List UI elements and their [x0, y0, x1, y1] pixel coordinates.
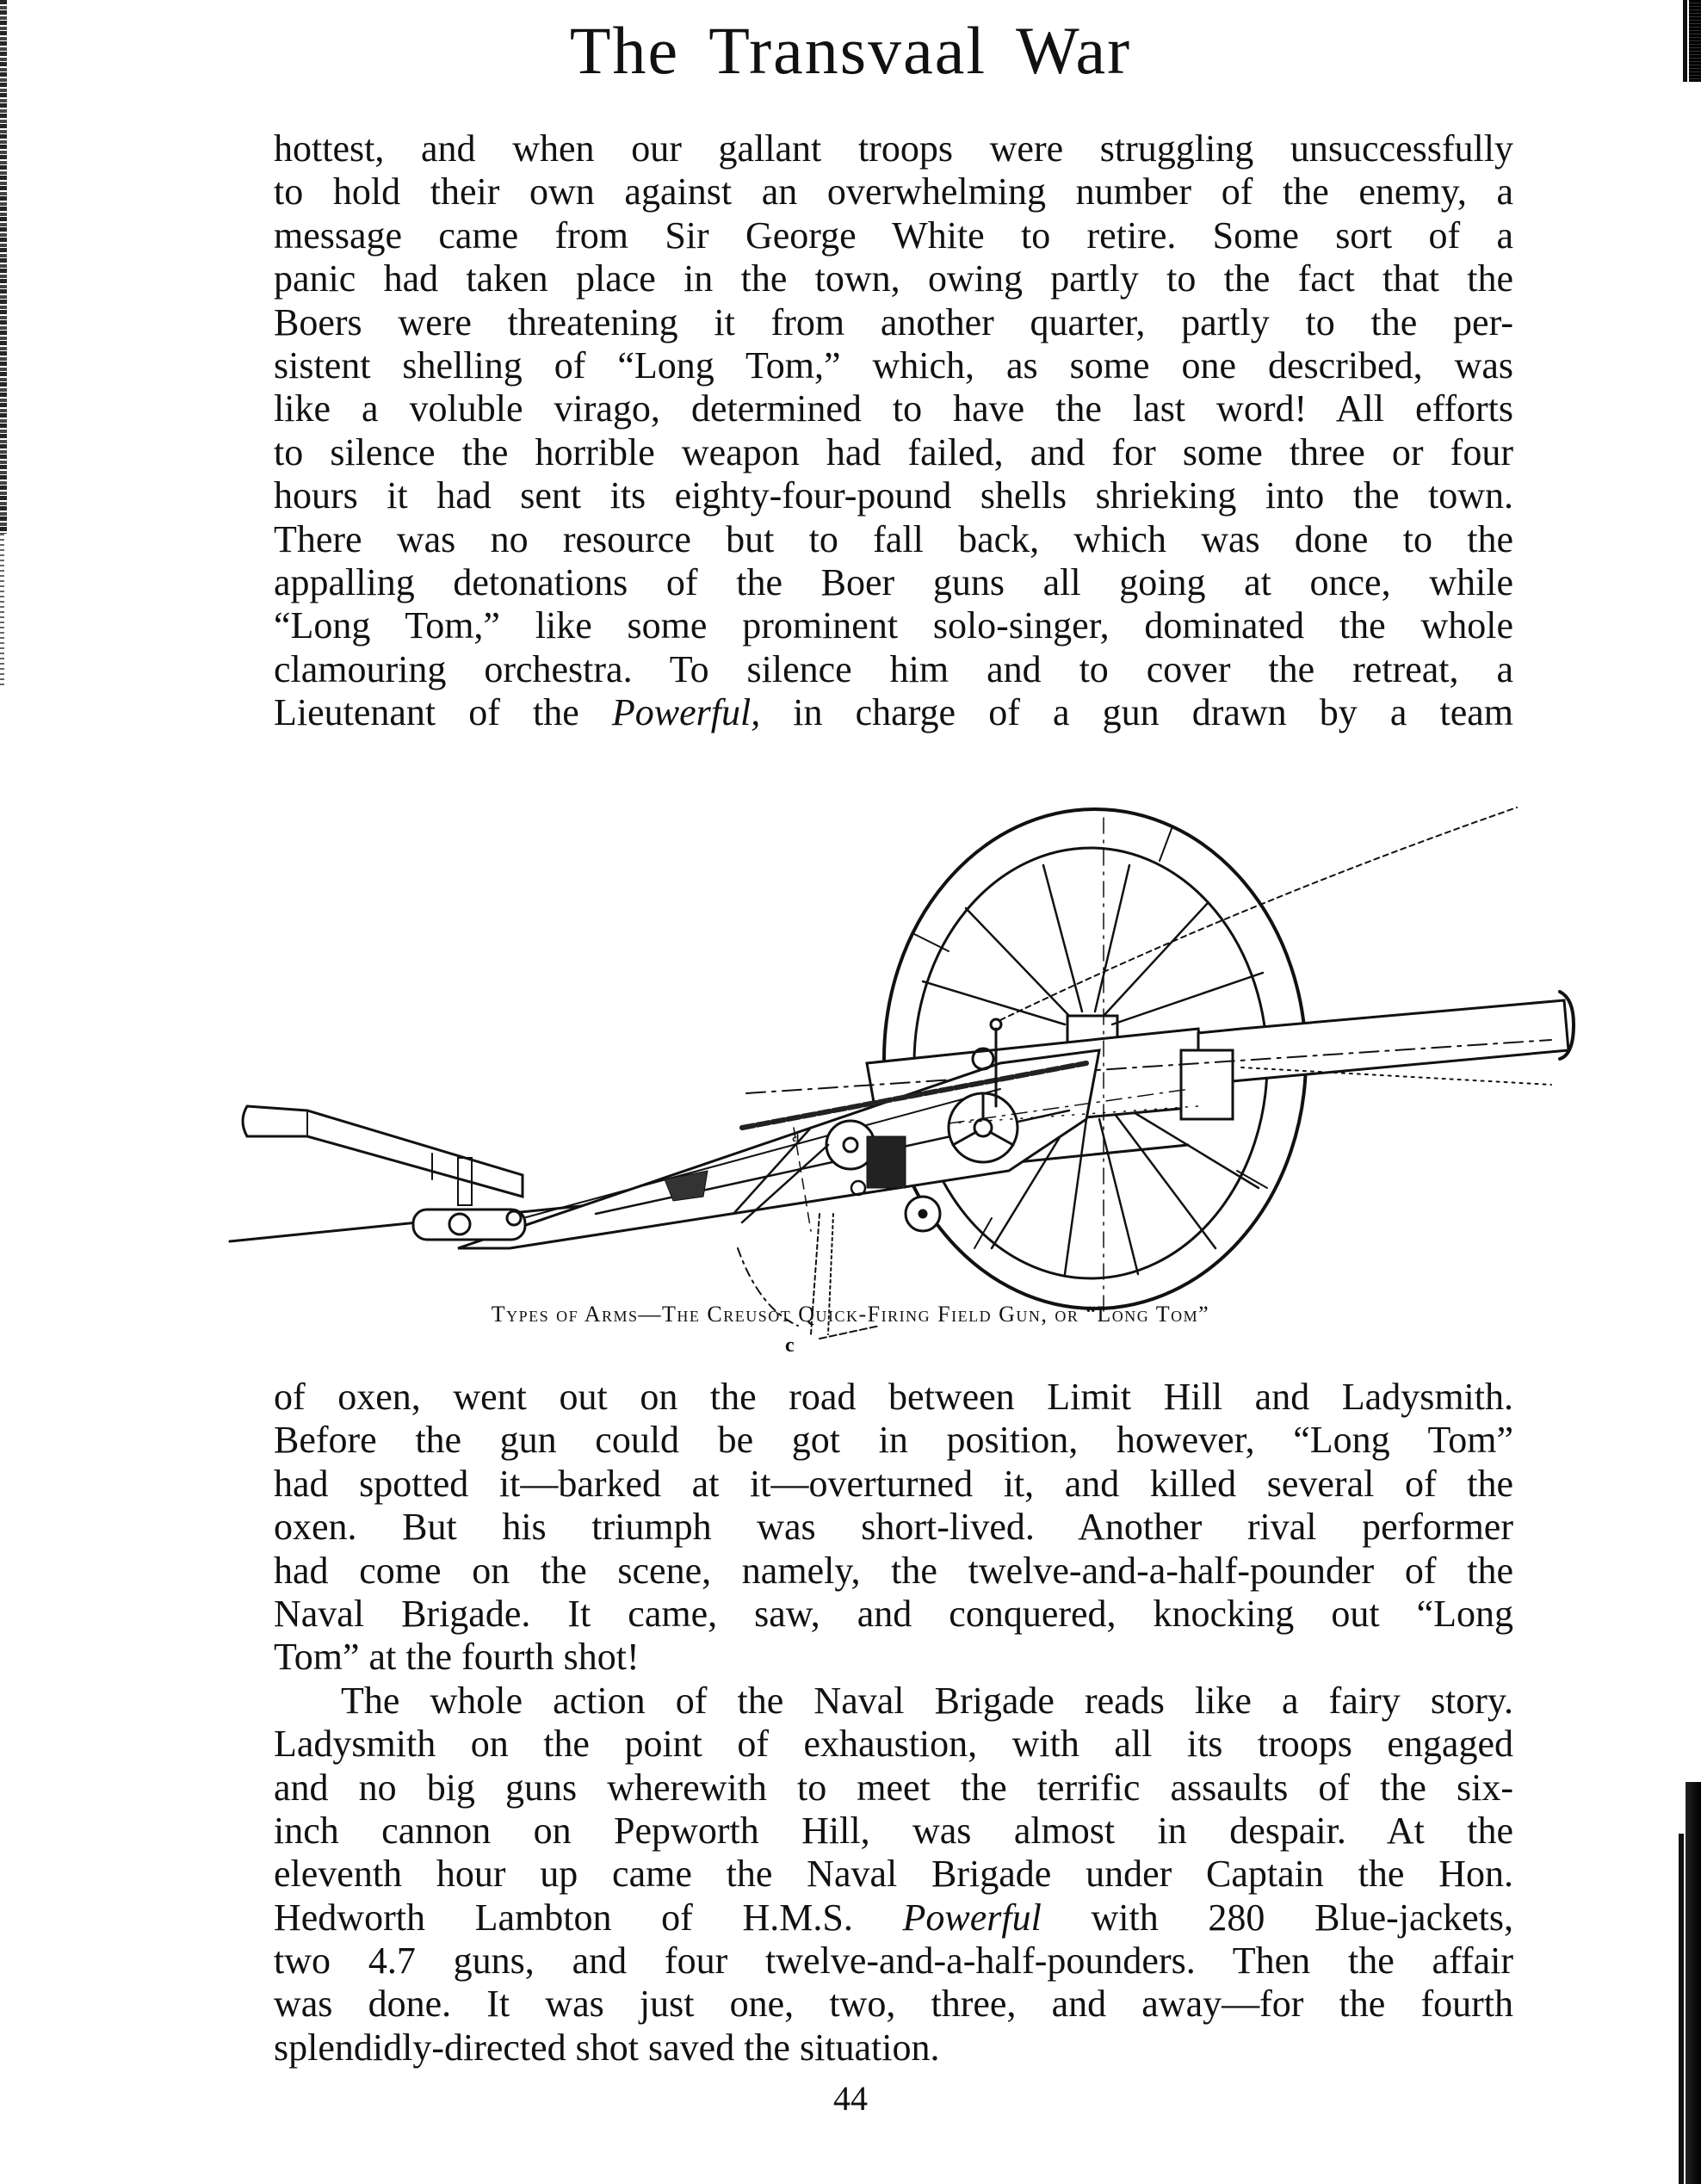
text-line: message came from Sir George White to retire. Some sort of a	[274, 213, 1513, 257]
running-title: The Transvaal War	[569, 13, 1132, 88]
scan-edge-artifact-right-bottom-inner	[1679, 1834, 1684, 2184]
paragraph-last-line: splendidly-directed shot saved the situation.	[274, 2026, 940, 2069]
text-line: to hold their own against an overwhelming number of the enemy, a	[274, 170, 1513, 213]
text-line: oxen. But his triumph was short-lived. Another rival performer	[274, 1506, 1513, 1549]
text-run: in charge of a gun drawn by a team	[760, 691, 1513, 734]
text-block-top	[274, 127, 1513, 734]
page-number: 44	[833, 2079, 868, 2118]
text-line: was done. It was just one, two, three, and away—for the fourth	[274, 1983, 1513, 2026]
text-line: There was no resource but to fall back, which was done to the	[274, 517, 1513, 560]
text-line: had spotted it—barked at it—overturned it, and killed several of the	[274, 1462, 1513, 1505]
text-line: eleventh hour up came the Naval Brigade under Captain the Hon.	[274, 1853, 1513, 1896]
text-line: hottest, and when our gallant troops were struggling unsuccessfully	[274, 127, 1513, 170]
paragraph-first-line: The whole action of the Naval Brigade reads like a fairy story.	[341, 1679, 1513, 1722]
text-line: inch cannon on Pepworth Hill, was almost in despair. At the	[274, 1809, 1513, 1852]
text-line: to silence the horrible weapon had failed, and for some three or four	[274, 430, 1513, 473]
italic-ship-name: Powerful,	[611, 691, 761, 734]
text-line: “Long Tom,” like some prominent solo-singer, dominated the whole	[274, 604, 1513, 647]
text-run: with 280 Blue-jackets,	[1041, 1896, 1513, 1939]
text-line: Ladysmith on the point of exhaustion, with all its troops engaged	[274, 1723, 1513, 1766]
text-line: Boers were threatening it from another quarter, partly to the per-	[274, 300, 1513, 343]
italic-ship-name: Powerful	[902, 1896, 1042, 1939]
text-line-with-italic	[274, 1896, 1513, 1940]
text-line: panic had taken place in the town, owing partly to the fact that the	[274, 257, 1513, 300]
figure-caption: Types of Arms—The Creusot Quick-Firing Field Gun, or “Long Tom”	[491, 1302, 1210, 1327]
text-line: clamouring orchestra. To silence him and to cover the retreat, a	[274, 647, 1513, 690]
text-line: had come on the scene, namely, the twelve-and-a-half-pounder of the	[274, 1549, 1513, 1592]
text-line: of oxen, went out on the road between Limit Hill and Ladysmith.	[274, 1376, 1513, 1418]
paragraph-last-line: Tom” at the fourth shot!	[274, 1636, 640, 1679]
text-line: and no big guns wherewith to meet the terrific assaults of the six-	[274, 1766, 1513, 1809]
scan-edge-artifact-left-lower	[0, 534, 4, 689]
text-block-bottom	[274, 1376, 1513, 2070]
text-line: like a voluble virago, determined to have the last word! All efforts	[274, 387, 1513, 430]
figure-label-a: a	[792, 1127, 800, 1146]
text-run: Hedworth Lambton of H.M.S.	[274, 1896, 903, 1939]
text-line: hours it had sent its eighty-four-pound shells shrieking into the town.	[274, 474, 1513, 517]
text-run: Lieutenant of the	[274, 691, 612, 734]
figure-label-c: c	[785, 1334, 795, 1357]
scan-edge-artifact-right-bottom	[1686, 1782, 1701, 2184]
text-line-with-italic	[274, 691, 1513, 734]
text-line: sistent shelling of “Long Tom,” which, as some one described, was	[274, 343, 1513, 387]
text-line: appalling detonations of the Boer guns all going at once, while	[274, 560, 1513, 603]
text-line: two 4.7 guns, and four twelve-and-a-half-pounders. Then the affair	[274, 1940, 1513, 1983]
text-line: Before the gun could be got in position, however, “Long Tom”	[274, 1419, 1513, 1462]
text-line: Naval Brigade. It came, saw, and conquered, knocking out “Long	[274, 1592, 1513, 1635]
